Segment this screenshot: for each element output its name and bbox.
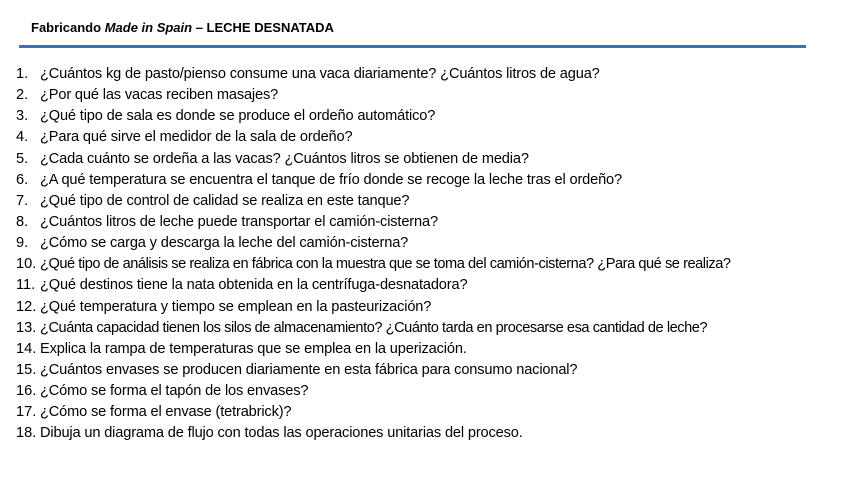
- item-text: ¿Para qué sirve el medidor de la sala de ordeño?: [40, 129, 353, 146]
- item-number: 6.: [16, 171, 29, 188]
- item-text: ¿Cómo se carga y descarga la leche del camión-cisterna?: [40, 235, 409, 252]
- list-item: [0, 402, 848, 423]
- item-number: 11.: [16, 277, 36, 294]
- title-prefix: Fabricando: [31, 20, 105, 35]
- list-item: [0, 318, 848, 339]
- item-text: ¿Qué tipo de análisis se realiza en fábrica con la muestra que se toma del camión-cisterna? ¿Para qué se realiza?: [40, 256, 731, 273]
- list-item: [0, 297, 848, 318]
- item-text: ¿Qué tipo de sala es donde se produce el ordeño automático?: [40, 108, 436, 125]
- item-number: 1.: [16, 66, 29, 82]
- list-item: [0, 423, 848, 444]
- item-number: 16.: [16, 383, 37, 400]
- list-item: [0, 170, 848, 191]
- item-number: 17.: [16, 404, 37, 421]
- item-text: ¿Cómo se forma el tapón de los envases?: [40, 383, 309, 400]
- list-item: [0, 360, 848, 381]
- list-item: [0, 212, 848, 233]
- item-number: 7.: [16, 192, 29, 209]
- item-text: ¿Por qué las vacas reciben masajes?: [40, 87, 279, 104]
- title-suffix: – LECHE DESNATADA: [192, 20, 334, 35]
- item-text: ¿Cómo se forma el envase (tetrabrick)?: [40, 404, 292, 421]
- item-text: ¿A qué temperatura se encuentra el tanque de frío donde se recoge la leche tras el ordeño?: [40, 171, 622, 188]
- list-item: [0, 64, 848, 85]
- item-number: 2.: [16, 87, 29, 104]
- question-list: [0, 64, 848, 445]
- list-item: [0, 106, 848, 127]
- item-number: 5.: [16, 150, 29, 167]
- item-number: 15.: [16, 361, 37, 378]
- item-number: 10.: [16, 256, 37, 273]
- page-title: [31, 20, 334, 36]
- item-text: ¿Cada cuánto se ordeña a las vacas? ¿Cuántos litros se obtienen de media?: [40, 150, 529, 167]
- item-number: 8.: [16, 213, 29, 230]
- list-item: [0, 233, 848, 254]
- item-number: 12.: [16, 298, 37, 315]
- item-text: ¿Cuántos envases se producen diariamente en esta fábrica para consumo nacional?: [40, 361, 578, 378]
- item-number: 4.: [16, 129, 29, 146]
- item-number: 3.: [16, 108, 29, 125]
- item-number: 13.: [16, 319, 37, 336]
- list-item: [0, 381, 848, 402]
- title-underline-rule: [19, 45, 806, 48]
- item-text: ¿Qué temperatura y tiempo se emplean en la pasteurización?: [40, 298, 432, 315]
- item-number: 14.: [16, 340, 37, 357]
- item-text: ¿Cuánta capacidad tienen los silos de almacenamiento? ¿Cuánto tarda en procesarse esa cantidad de leche?: [40, 319, 708, 336]
- item-text: ¿Qué tipo de control de calidad se realiza en este tanque?: [40, 192, 410, 209]
- item-text: Explica la rampa de temperaturas que se emplea en la uperización.: [40, 340, 467, 357]
- item-text: ¿Qué destinos tiene la nata obtenida en la centrífuga-desnatadora?: [40, 277, 468, 294]
- item-number: 18.: [16, 425, 37, 442]
- list-item: [0, 339, 848, 360]
- list-item: [0, 127, 848, 148]
- list-item: [0, 191, 848, 212]
- title-emphasis: Made in Spain: [104, 20, 193, 35]
- list-item: [0, 275, 848, 296]
- item-text: ¿Cuántos litros de leche puede transportar el camión-cisterna?: [40, 213, 438, 230]
- list-item: [0, 85, 848, 106]
- item-number: 9.: [16, 235, 29, 252]
- item-text: ¿Cuántos kg de pasto/pienso consume una vaca diariamente? ¿Cuántos litros de agua?: [40, 66, 600, 82]
- list-item: [0, 254, 848, 275]
- list-item: [0, 149, 848, 170]
- item-text: Dibuja un diagrama de flujo con todas las operaciones unitarias del proceso.: [40, 425, 523, 442]
